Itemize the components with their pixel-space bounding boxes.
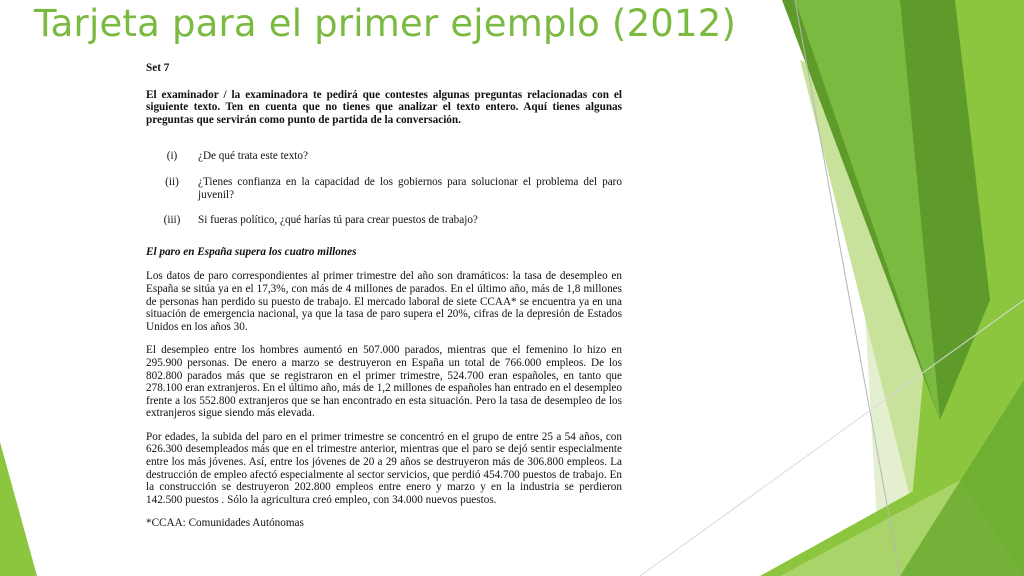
set-label: Set 7 [146, 62, 170, 74]
question-text: ¿Tienes confianza en la capacidad de los gobiernos para solucionar el problema del paro juvenil? [198, 175, 622, 201]
question-number: (i) [166, 150, 178, 163]
article-paragraph: El desempleo entre los hombres aumentó en 507.000 parados, mientras que el femenino lo hizo en 295.900 personas. De enero a marzo se destruyeron en España un total de 766.000 empleos. De los 802.800 parados más que se registraron en el primer trimestre, 524.700 eran españoles, en tanto que 278.100 eran extranjeros. En el último año, más de 1,2 millones de españoles han entrado en el desempleo frente a los 552.800 extranjeros que se han encontrado en esta situación. Pero la tasa de desempleo de los extranjeros sigue siendo más elevada. [146, 344, 622, 420]
question-text: ¿De qué trata este texto? [198, 150, 308, 163]
article-title: El paro en España supera los cuatro millones [146, 245, 357, 258]
left-green-shape [0, 442, 37, 576]
question-text: Si fueras político, ¿qué harías tú para crear puestos de trabajo? [198, 214, 478, 227]
article-paragraph: Los datos de paro correspondientes al primer trimestre del año son dramáticos: la tasa de desempleo en España se sitúa ya en el 17,3%, con más de 4 millones de parados. En el último año, más de 1,8 millones de personas han perdido su puesto de trabajo. El mercado laboral de siete CCAA* se encuentra ya en una situación de emergencia nacional, ya que la tasa de paro supera el 20%, cifras de la depresión de Estados Unidos en los años 30. [146, 270, 622, 333]
instructions: El examinador / la examinadora te pedirá que contestes algunas preguntas relacionadas con el siguiente texto. Ten en cuenta que no tienes que analizar el texto entero. Aquí tienes algunas preguntas que servirán como punto de partida de la conversación. [146, 88, 622, 126]
question-number: (ii) [165, 175, 179, 188]
footnote: *CCAA: Comunidades Autónomas [146, 517, 304, 530]
question-item [146, 176, 622, 201]
exam-card [146, 62, 622, 530]
question-item [146, 150, 622, 163]
slide-title: Tarjeta para el primer ejemplo (2012) [34, 2, 737, 45]
question-number: (iii) [163, 214, 181, 227]
article-paragraph: Por edades, la subida del paro en el primer trimestre se concentró en el grupo de entre 25 a 54 años, con 626.300 desempleados más que en el trimestre anterior, mientras que el paro se dejó sentir especialmente entre los más jóvenes. Así, entre los jóvenes de 20 a 29 años se destruyeron más de 306.800 empleos. La destrucción de empleo afectó especialmente al sector servicios, que perdió 454.700 puestos de trabajo. En la construcción se destruyeron 202.800 empleos entre enero y marzo y en la industria se perdieron 142.500 puestos . Sólo la agricultura creó empleo, con 34.000 nuevos puestos. [146, 430, 622, 506]
question-item [146, 214, 622, 227]
